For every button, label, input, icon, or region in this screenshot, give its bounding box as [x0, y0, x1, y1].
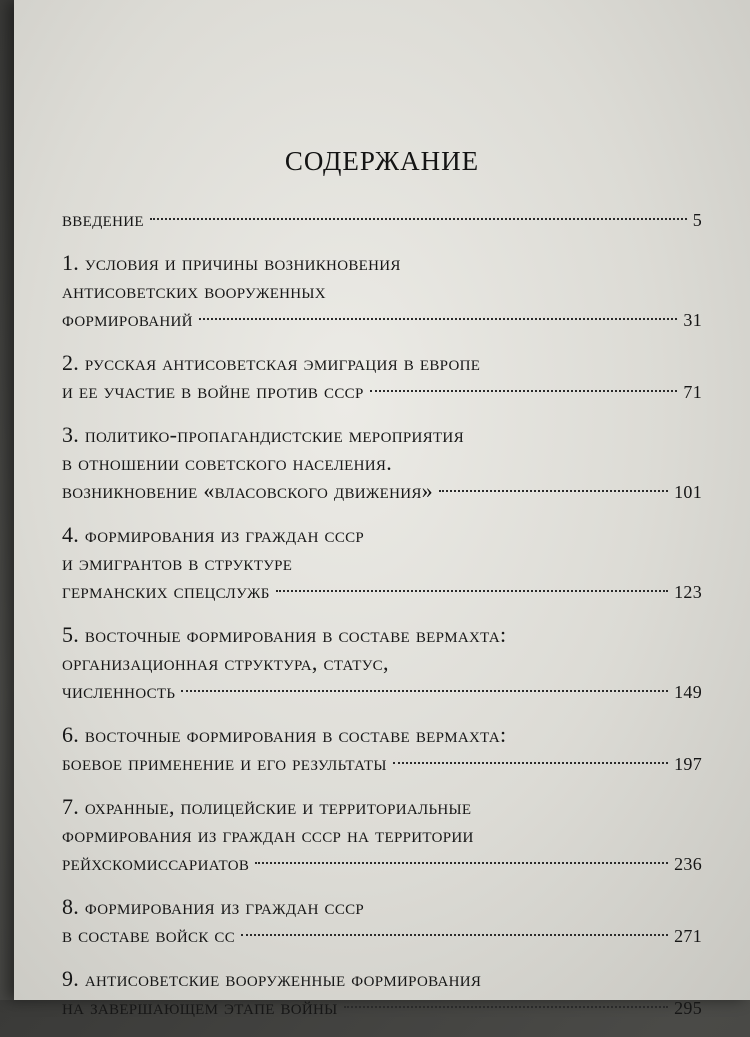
toc-entry-text: 5. восточные формирования в составе вермахта:	[62, 622, 507, 647]
toc-entry-text: и эмигрантов в структуре	[62, 550, 293, 575]
page-number: 197	[674, 754, 702, 774]
dot-leader	[199, 318, 678, 320]
toc-entry-text: 6. восточные формирования в составе вермахта:	[62, 722, 507, 747]
toc-entry-text: 9. антисоветские вооруженные формирования	[62, 966, 482, 991]
page-number: 236	[674, 854, 702, 874]
page-number: 149	[674, 682, 702, 702]
toc-entry-text: на завершающем этапе войны	[62, 994, 338, 1019]
page-number: 101	[674, 482, 702, 502]
page-number: 123	[674, 582, 702, 602]
table-of-contents	[62, 205, 702, 1037]
page-number: 71	[683, 382, 702, 402]
toc-entry-introduction	[62, 205, 702, 234]
toc-entry-text: 7. охранные, полицейские и территориальные	[62, 794, 472, 819]
toc-entry-9	[62, 965, 702, 1022]
toc-entry-8	[62, 893, 702, 950]
page-number: 31	[683, 310, 702, 330]
toc-entry-5	[62, 621, 702, 706]
toc-entry-text: 1. условия и причины возникновения	[62, 250, 401, 275]
toc-entry-text: численность	[62, 678, 176, 703]
toc-entry-4	[62, 521, 702, 606]
dot-leader	[344, 1006, 669, 1008]
toc-entry-text: в отношении советского населения.	[62, 450, 393, 475]
toc-entry-text: формирования из граждан ссср на территории	[62, 822, 474, 847]
dot-leader	[370, 390, 678, 392]
toc-entry-text: 4. формирования из граждан ссср	[62, 522, 365, 547]
dot-leader	[439, 490, 668, 492]
toc-entry-text: 8. формирования из граждан ссср	[62, 894, 365, 919]
dot-leader	[181, 690, 668, 692]
toc-entry-text: 3. политико-пропагандистские мероприятия	[62, 422, 464, 447]
dot-leader	[276, 590, 668, 592]
dot-leader	[150, 218, 687, 220]
dot-leader	[255, 862, 668, 864]
toc-entry-text: рейхскомиссариатов	[62, 850, 250, 875]
page-number: 295	[674, 998, 702, 1018]
toc-entry-text: формирований	[62, 306, 193, 331]
toc-entry-1	[62, 249, 702, 334]
dot-leader	[393, 762, 668, 764]
toc-entry-text: 2. русская антисоветская эмиграция в европе	[62, 350, 481, 375]
toc-entry-text: возникновение «власовского движения»	[62, 478, 433, 503]
toc-entry-3	[62, 421, 702, 506]
page-number: 5	[692, 210, 702, 230]
dot-leader	[241, 934, 668, 936]
toc-entry-text: боевое применение и его результаты	[62, 750, 387, 775]
toc-entry-text: организационная структура, статус,	[62, 650, 389, 675]
book-page	[14, 0, 750, 1019]
toc-entry-2	[62, 349, 702, 406]
toc-entry-text: в составе войск сс	[62, 922, 236, 947]
toc-entry-text: введение	[62, 206, 144, 231]
toc-entry-text: и ее участие в войне против ссср	[62, 378, 364, 403]
page-number: 271	[674, 926, 702, 946]
toc-entry-text: германских спецслужб	[62, 578, 270, 603]
page-title: СОДЕРЖАНИЕ	[284, 146, 480, 176]
toc-entry-7	[62, 793, 702, 878]
toc-entry-text: антисоветских вооруженных	[62, 278, 326, 303]
toc-entry-6	[62, 721, 702, 778]
